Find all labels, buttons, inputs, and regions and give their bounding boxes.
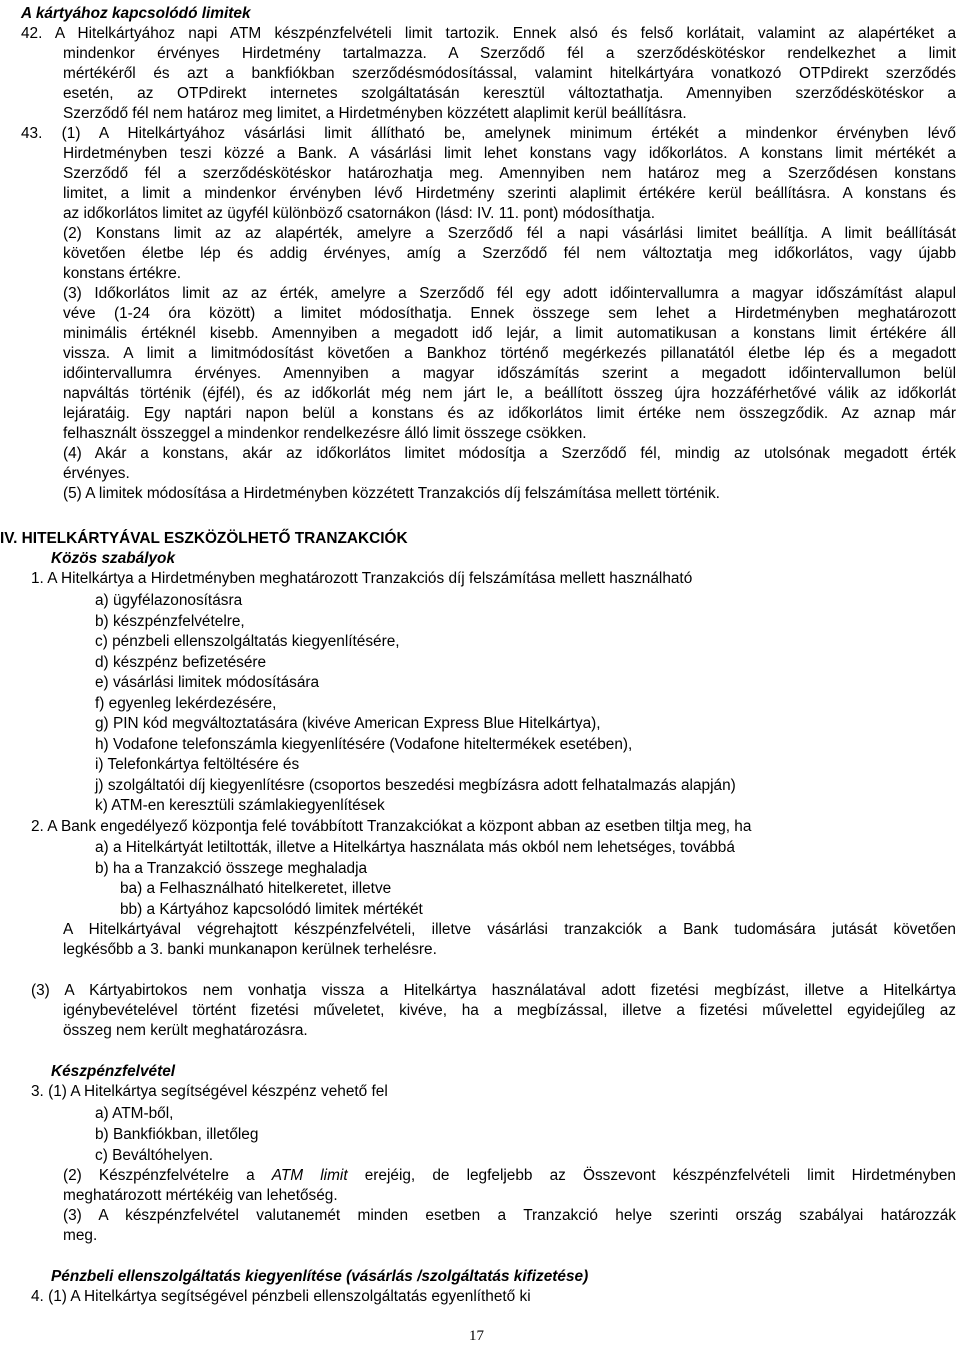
text-line: k) ATM-en keresztüli számlakiegyenlítések xyxy=(95,797,385,814)
heading-line: Készpénzfelvétel xyxy=(51,1063,176,1080)
text-line: (3) A Kártyabirtokos nem vonhatja vissza a Hitelkártya használatával adott fizetési megbízást, illetve a Hitelkártya xyxy=(31,982,956,999)
text-line: mértékéről és azt a bankfiókban szerződésmódosítással, valamint hitelkártyára vonatkozó OTPdirekt szerződés xyxy=(63,65,956,82)
text-line: 43. (1) A Hitelkártyához vásárlási limit állítható be, amelynek minimum értékét a mindenkor érvényben lévő xyxy=(21,125,956,142)
italic-term: ATM limit xyxy=(271,1167,348,1184)
text-line: igénybevételével történt fizetési műveletet, kivéve, ha a megbízással, illetve a fizetési művelettel egyidejűleg az xyxy=(63,1002,956,1019)
text-line: (3) A készpénzfelvétel valutanemét minden esetben a Tranzakció helye szerinti ország szabályai határozzák xyxy=(63,1207,956,1224)
text-line: (5) A limitek módosítása a Hirdetményben közzétett Tranzakciós díj felszámítása mellett történik. xyxy=(63,485,720,502)
heading-line: A kártyához kapcsolódó limitek xyxy=(21,5,251,22)
text-line: minimális értéknél kisebb. Amennyiben a megadott idő lejár, a limit automatikusan a konstans limit értékére áll xyxy=(63,325,956,342)
heading-line: IV. HITELKÁRTYÁVAL ESZKÖZÖLHETŐ TRANZAKCIÓK xyxy=(0,530,408,547)
text-line: b) Bankfiókban, illetőleg xyxy=(95,1126,259,1143)
text-line: meghatározott mértékéig van lehetőség. xyxy=(63,1187,338,1204)
text-line: c) Beváltóhelyen. xyxy=(95,1147,214,1164)
text-line: h) Vodafone telefonszámla kiegyenlítésére (Vodafone hiteltermékek esetében), xyxy=(95,736,633,753)
text-line: Szerződő fél a szerződéskötéskor határozhatja meg. Amennyiben nem határoz meg a Szerződésen konstans xyxy=(63,165,956,182)
text-line: a) a Hitelkártyát letiltották, illetve a Hitelkártya használata más okból nem lehetséges, továbbá xyxy=(95,839,735,856)
text-line: (2) Készpénzfelvételre a ATM limit erejéig, de legfeljebb az Összevont készpénzfelvételi limit Hirdetményben xyxy=(63,1167,956,1184)
text-line: a) ATM-ből, xyxy=(95,1105,174,1122)
text-line: meg. xyxy=(63,1227,98,1244)
text-line: b) ha a Tranzakció összege meghaladja xyxy=(95,860,368,877)
text-line: követően életbe lép és addig érvényes, amíg a Szerződő fél nem változtatja meg időkorlátos, vagy újabb xyxy=(63,245,956,262)
text-line: limitet, a limit a mindenkor érvényben lévő Hirdetmény szerinti alaplimit értékére kerül beállításra. A konstans és xyxy=(63,185,956,202)
text-line: (2) Konstans limit az az alapérték, amelyre a Szerződő fél a napi vásárlási limitet beállítja. A limit beállítását xyxy=(63,225,956,242)
text-line: 4. (1) A Hitelkártya segítségével pénzbeli ellenszolgáltatás egyenlíthető ki xyxy=(31,1288,531,1305)
text-line: ba) a Felhasználható hitelkeretet, illetve xyxy=(120,880,392,897)
text-line: az időkorlátos limitet az ügyfél különböző csatornákon (lásd: IV. 11. pont) módosíthatja. xyxy=(63,205,656,222)
text-line: mindenkor érvényes Hirdetmény tartalmazza. A Szerződő fél a szerződéskötéskor rendelkezhet a limit xyxy=(63,45,956,62)
text-line: (3) Időkorlátos limit az az érték, amelyre a Szerződő fél egy adott időintervallumra a magyar időszámítást alapul xyxy=(63,285,956,302)
text-line: Szerződő fél nem határoz meg limitet, a Hirdetményben közzétett alaplimit kerül beállításra. xyxy=(63,105,687,122)
text-line: összeg nem került meghatározásra. xyxy=(63,1022,308,1039)
heading-line: Közös szabályok xyxy=(51,550,176,567)
page-number: 17 xyxy=(469,1328,484,1344)
text-line: c) pénzbeli ellenszolgáltatás kiegyenlítésére, xyxy=(95,633,400,650)
text-line: e) vásárlási limitek módosítására xyxy=(95,674,320,691)
text-line: (4) Akár a konstans, akár az időkorlátos limitet módosítja a Szerződő fél, mindig az utolsónak megadott érték xyxy=(63,445,956,462)
text-line: legkésőbb a 3. banki munkanapon kerülnek terhelésre. xyxy=(63,941,437,958)
text-line: Hirdetményben teszi közzé a Bank. A vásárlási limit lehet konstans vagy időkorlátos. A konstans limit mértékét a xyxy=(63,145,956,162)
text-line: j) szolgáltatói díj kiegyenlítésre (csoportos beszedési megbízásra adott felhatalmazás alapján) xyxy=(95,777,736,794)
text-line: g) PIN kód megváltoztatására (kivéve American Express Blue Hitelkártya), xyxy=(95,715,601,732)
text-line: d) készpénz befizetésére xyxy=(95,654,267,671)
text-line: 42. A Hitelkártyához napi ATM készpénzfelvételi limit tartozik. Ennek alsó és felső korlátait, valamint az alapértéket a xyxy=(21,25,956,42)
text-line: 2. A Bank engedélyező központja felé továbbított Tranzakciókat a központ abban az esetben tiltja meg, ha xyxy=(31,818,752,835)
text-line: bb) a Kártyához kapcsolódó limitek mértékét xyxy=(120,901,423,918)
text-line: időintervallumra érvényes. Amennyiben a magyar időszámítás szerint a megadott időintervallumon belül xyxy=(63,365,956,382)
text-line: lejáratáig. Egy naptári napon belül a konstans és az időkorlátos limit értéke nem összegződik. Az aznap már xyxy=(63,405,956,422)
heading-line: Pénzbeli ellenszolgáltatás kiegyenlítése (vásárlás /szolgáltatás kifizetése) xyxy=(51,1268,589,1285)
text-line: b) készpénzfelvételre, xyxy=(95,613,245,630)
text-line: A Hitelkártyával végrehajtott készpénzfelvételi, illetve vásárlási tranzakciók a Bank tudomására jutását követően xyxy=(63,921,956,938)
text-line: 3. (1) A Hitelkártya segítségével készpénz vehető fel xyxy=(31,1083,388,1100)
text-line: a) ügyfélazonosításra xyxy=(95,592,243,609)
text-line: napváltás történik (éjfél), és az időkorlát még nem járt le, a beállított összeg újra hozzáférhetővé válik az időkorlát xyxy=(63,385,956,402)
text-line: esetén, az OTPdirekt internetes szolgáltatásán keresztül változtathatja. Amennyiben szerződéskötéskor a xyxy=(63,85,956,102)
text-line: i) Telefonkártya feltöltésére és xyxy=(95,756,300,773)
text-line: f) egyenleg lekérdezésére, xyxy=(95,695,277,712)
text-line: érvényes. xyxy=(63,465,130,482)
text-line: 1. A Hitelkártya a Hirdetményben meghatározott Tranzakciós díj felszámítása mellett használható xyxy=(31,570,693,587)
text-line: vissza. A limit a limitmódosítást követően a Bankhoz történő megérkezés pillanatától életbe lép és a megadott xyxy=(63,345,956,362)
text-line: felhasznált összeggel a mindenkor rendelkezésre álló limit összege csökken. xyxy=(63,425,587,442)
text-line: konstans értékre. xyxy=(63,265,182,282)
text-line: véve (1-24 óra között) a limitet módosíthatja. Ennek összege sem lehet a Hirdetményben meghatározott xyxy=(63,305,956,322)
